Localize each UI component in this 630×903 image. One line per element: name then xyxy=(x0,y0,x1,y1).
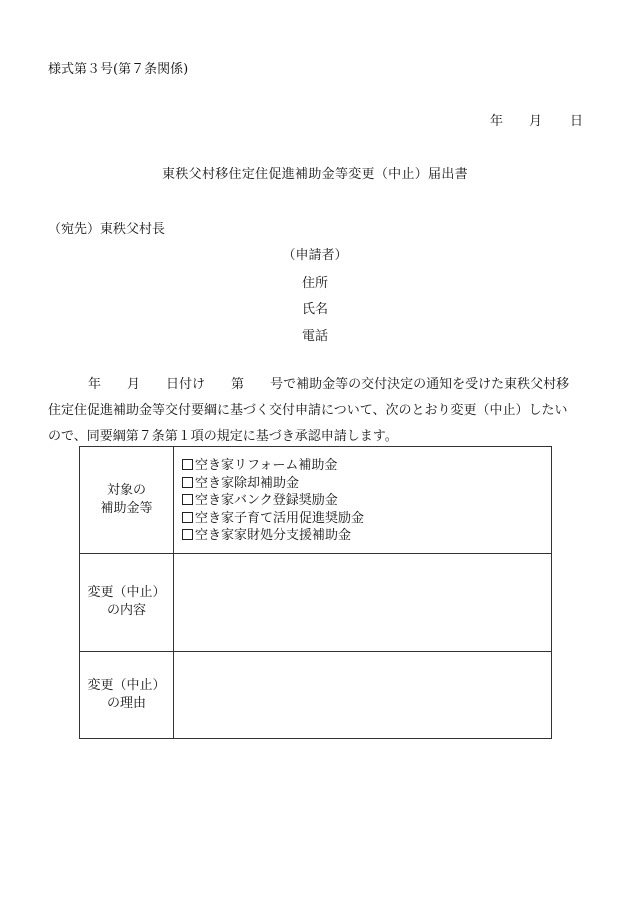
body-number-prefix: 第 xyxy=(231,377,245,392)
checkbox-icon[interactable] xyxy=(182,459,193,470)
subsidy-label-cell xyxy=(80,447,174,554)
applicant-heading: （申請者） xyxy=(282,248,348,263)
subsidy-option-label: 空き家バンク登録奨励金 xyxy=(195,493,338,508)
checkbox-icon[interactable] xyxy=(182,529,193,540)
subsidy-option[interactable] xyxy=(182,527,543,545)
change-content-label-line1: 変更（中止） xyxy=(87,585,166,600)
date-year-label: 年 xyxy=(490,114,504,129)
subsidy-label-line2: 補助金等 xyxy=(100,500,153,516)
body-line-2: 住定住促進補助金等交付要綱に基づく交付申請について、次のとおり変更（中止）したい xyxy=(48,403,568,418)
subsidy-option[interactable] xyxy=(182,510,543,528)
subsidy-option[interactable] xyxy=(182,475,543,493)
subsidy-option-label: 空き家子育て活用促進奨励金 xyxy=(195,510,365,526)
table-row-subsidy xyxy=(80,447,552,554)
applicant-name-label: 氏名 xyxy=(301,302,328,317)
subsidy-option-label: 空き家除却補助金 xyxy=(195,475,300,491)
subsidy-option[interactable] xyxy=(182,457,543,475)
subsidy-label-line1: 対象の xyxy=(106,482,146,498)
change-reason-label-line2: の理由 xyxy=(106,695,146,711)
applicant-address-label: 住所 xyxy=(301,276,328,291)
date-line xyxy=(490,110,583,129)
form-number: 様式第３号(第７条関係) xyxy=(48,62,189,77)
change-reason-input-cell[interactable] xyxy=(174,651,552,738)
applicant-phone-label: 電話 xyxy=(301,329,328,344)
addressee: （宛先）東秩父村長 xyxy=(48,222,166,237)
checkbox-icon[interactable] xyxy=(182,512,193,523)
checkbox-icon[interactable] xyxy=(182,477,193,488)
body-line-1 xyxy=(48,372,584,398)
body-date-label: 日付け xyxy=(166,377,206,392)
change-content-input-cell[interactable] xyxy=(174,553,552,651)
application-table xyxy=(79,446,552,739)
date-month-label: 月 xyxy=(529,114,543,129)
table-row-change-reason xyxy=(80,651,552,738)
subsidy-options-cell xyxy=(174,447,552,554)
body-paragraph xyxy=(48,372,584,450)
document-title: 東秩父村移住定住促進補助金等変更（中止）届出書 xyxy=(162,167,468,182)
body-year: 年 xyxy=(88,377,102,392)
date-day-label: 日 xyxy=(570,114,584,129)
change-content-label-cell xyxy=(80,553,174,651)
change-reason-label-line1: 変更（中止） xyxy=(87,677,166,693)
body-month: 月 xyxy=(127,377,141,392)
subsidy-option[interactable] xyxy=(182,492,543,510)
table-row-change-content xyxy=(80,553,552,651)
body-line-3: ので、同要綱第７条第１項の規定に基づき承認申請します。 xyxy=(48,429,398,444)
subsidy-option-label: 空き家リフォーム補助金 xyxy=(195,458,338,473)
change-content-label-line2: の内容 xyxy=(106,603,146,618)
change-reason-label-cell xyxy=(80,651,174,738)
subsidy-option-label: 空き家家財処分支援補助金 xyxy=(195,528,352,543)
body-line-1-rest: 号で補助金等の交付決定の通知を受けた東秩父村移 xyxy=(270,377,570,392)
checkbox-icon[interactable] xyxy=(182,494,193,505)
